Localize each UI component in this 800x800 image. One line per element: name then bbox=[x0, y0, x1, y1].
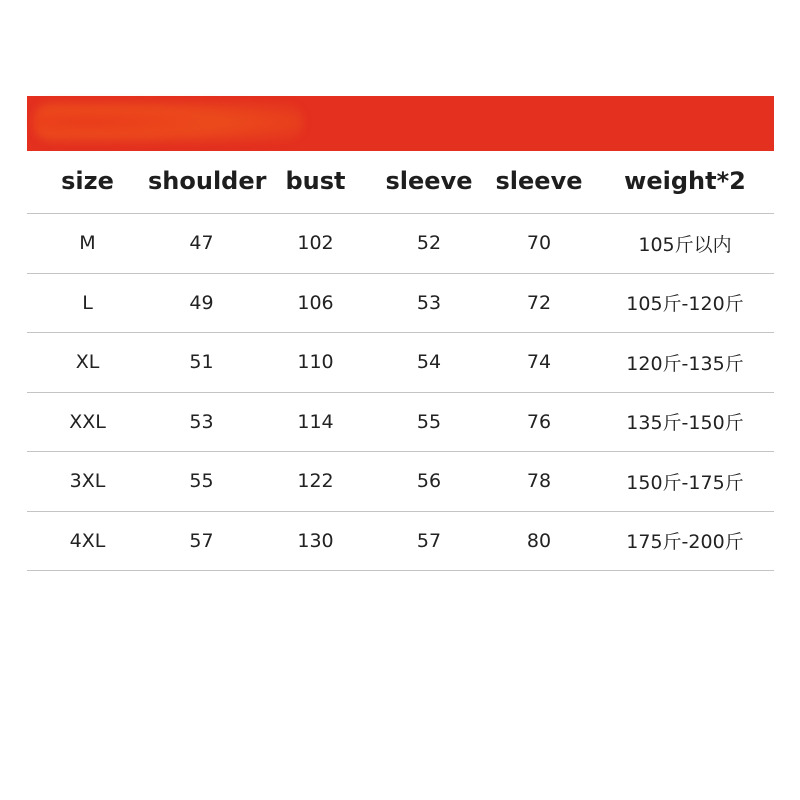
weight-cell: 135斤-150斤 bbox=[626, 412, 744, 435]
sleeve-2-cell: 70 bbox=[526, 232, 552, 255]
sleeve-cell: 57 bbox=[416, 529, 442, 552]
size-chart-table bbox=[27, 151, 774, 571]
sleeve-2-cell: 80 bbox=[526, 529, 552, 552]
table-row bbox=[27, 214, 774, 274]
bust-cell: 110 bbox=[297, 351, 334, 374]
sleeve-cell: 54 bbox=[416, 351, 442, 374]
header-banner bbox=[27, 96, 774, 151]
sleeve-cell: 56 bbox=[416, 470, 442, 493]
table-row bbox=[27, 333, 774, 393]
bust-cell: 102 bbox=[297, 232, 334, 255]
shoulder-cell: 53 bbox=[189, 410, 214, 433]
header-bust: bust bbox=[285, 167, 346, 195]
bust-cell: 106 bbox=[297, 291, 334, 314]
size-cell: 4XL bbox=[69, 529, 106, 552]
shoulder-cell: 49 bbox=[189, 291, 214, 314]
bust-cell: 122 bbox=[297, 470, 334, 493]
weight-cell: 105斤以内 bbox=[638, 233, 732, 256]
weight-cell: 150斤-175斤 bbox=[626, 471, 744, 494]
header-sleeve-2: sleeve bbox=[495, 167, 583, 195]
table-header-row bbox=[27, 151, 774, 214]
sleeve-2-cell: 72 bbox=[526, 291, 552, 314]
table-row bbox=[27, 512, 774, 572]
sleeve-2-cell: 78 bbox=[526, 470, 552, 493]
size-cell: 3XL bbox=[69, 470, 106, 493]
header-weight: weight*2 bbox=[624, 167, 746, 195]
sleeve-2-cell: 76 bbox=[526, 410, 552, 433]
sleeve-cell: 55 bbox=[416, 410, 442, 433]
size-cell: XL bbox=[75, 351, 100, 374]
shoulder-cell: 55 bbox=[189, 470, 214, 493]
size-cell: M bbox=[79, 232, 96, 255]
banner-blur-mark bbox=[33, 102, 303, 142]
size-cell: XXL bbox=[69, 410, 106, 433]
table-row bbox=[27, 274, 774, 334]
table-row bbox=[27, 452, 774, 512]
bust-cell: 130 bbox=[297, 529, 334, 552]
weight-cell: 105斤-120斤 bbox=[626, 293, 744, 316]
weight-cell: 120斤-135斤 bbox=[626, 352, 744, 375]
table-row bbox=[27, 393, 774, 453]
shoulder-cell: 47 bbox=[189, 232, 214, 255]
sleeve-cell: 52 bbox=[416, 232, 442, 255]
weight-cell: 175斤-200斤 bbox=[626, 531, 744, 554]
size-cell: L bbox=[82, 291, 93, 314]
shoulder-cell: 57 bbox=[189, 529, 214, 552]
sleeve-2-cell: 74 bbox=[526, 351, 552, 374]
header-sleeve: sleeve bbox=[385, 167, 473, 195]
shoulder-cell: 51 bbox=[189, 351, 214, 374]
header-size: size bbox=[61, 167, 114, 195]
sleeve-cell: 53 bbox=[416, 291, 442, 314]
bust-cell: 114 bbox=[297, 410, 334, 433]
header-shoulder: shoulder bbox=[148, 167, 267, 195]
